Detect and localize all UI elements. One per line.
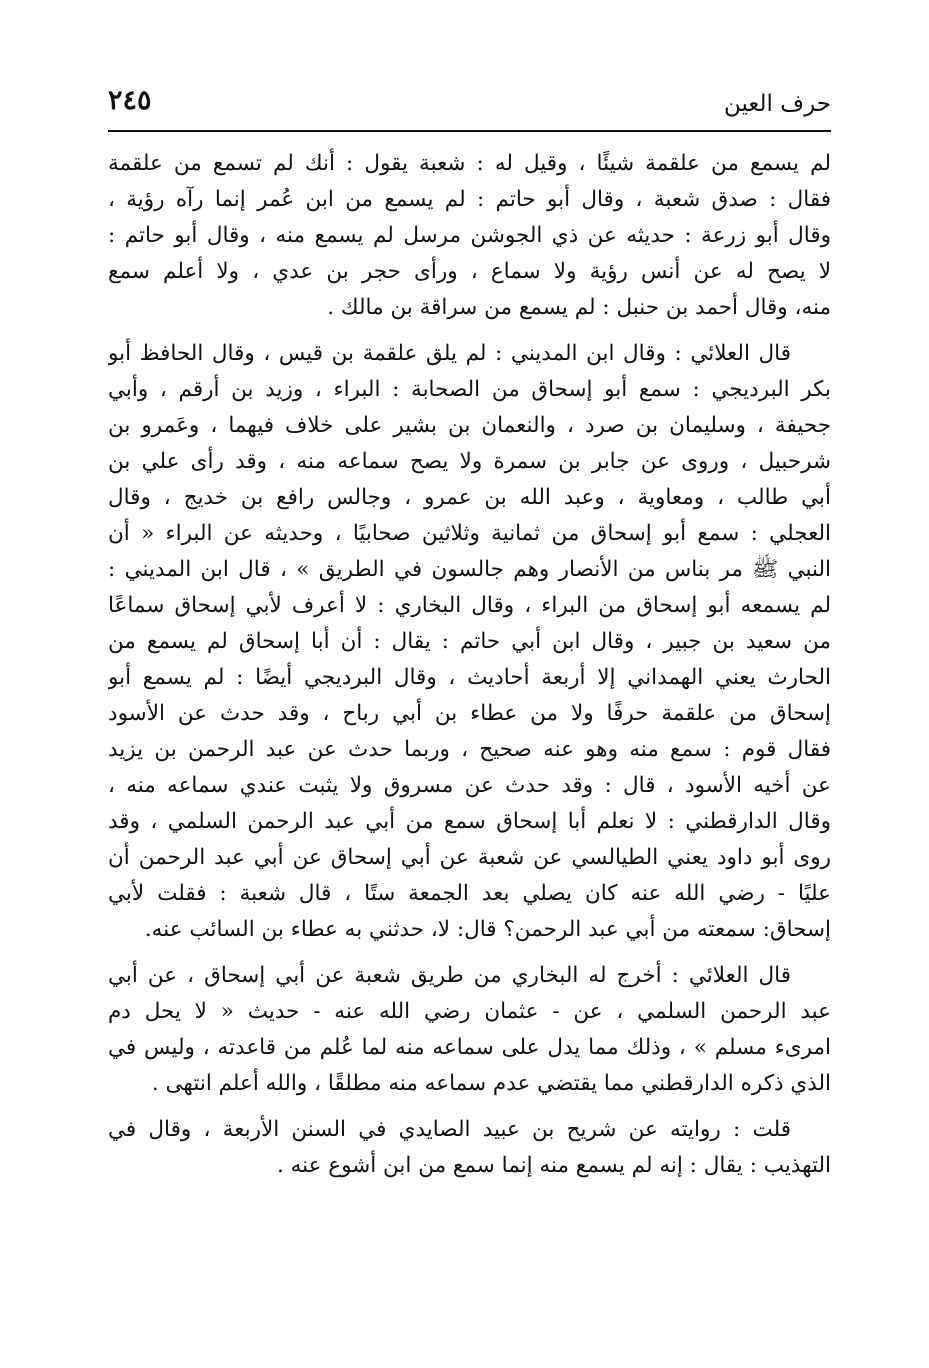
text-line: عن أخيه الأسود ، قال : وقد حدث عن مسروق ولا يثبت عندي سماعه منه ، bbox=[108, 773, 831, 798]
text-line: منه، وقال أحمد بن حنبل : لم يسمع من سراقة بن مالك . bbox=[327, 295, 831, 320]
running-head: حرف العين bbox=[723, 91, 831, 117]
paragraph-2 bbox=[108, 336, 831, 948]
text-line: عليًا - رضي الله عنه كان يصلي بعد الجمعة ستًا ، قال شعبة : فقلت لأبي bbox=[108, 881, 831, 906]
text-line: وقال الدارقطني : لا نعلم أبا إسحاق سمع من أبي عبد الرحمن السلمي ، وقد bbox=[108, 809, 831, 834]
text-line: قال العلائي : أخرج له البخاري من طريق شعبة عن أبي إسحاق ، عن أبي bbox=[108, 963, 791, 988]
text-line: وقال أبو زرعة : حديثه عن ذي الجوشن مرسل لم يسمع منه ، وقال أبو حاتم : bbox=[108, 223, 831, 248]
text-line: قلت : روايته عن شريح بن عبيد الصايدي في السنن الأربعة ، وقال في bbox=[108, 1117, 791, 1142]
text-line: بكر البرديجي : سمع أبو إسحاق من الصحابة : البراء ، وزيد بن أرقم ، وأبي bbox=[108, 377, 831, 402]
text-line: امرىء مسلم » ، وذلك مما يدل على سماعه منه لما عُلم من قاعدته ، وليس في bbox=[108, 1035, 831, 1060]
text-line: فقال قوم : سمع منه وهو عنه صحيح ، وربما حدث عن عبد الرحمن بن يزيد bbox=[108, 737, 831, 762]
text-line: من سعيد بن جبير ، وقال ابن أبي حاتم : يقال : أن أبا إسحاق لم يسمع من bbox=[108, 629, 831, 654]
text-line: قال العلائي : وقال ابن المديني : لم يلق علقمة بن قيس ، وقال الحافظ أبو bbox=[108, 341, 791, 366]
text-line: لا يصح له عن أنس رؤية ولا سماع ، ورأى حجر بن عدي ، ولا أعلم سمع bbox=[108, 259, 831, 284]
paragraph-4 bbox=[108, 1112, 831, 1184]
text-line: التهذيب : يقال : إنه لم يسمع منه إنما سمع من ابن أشوع عنه . bbox=[276, 1153, 831, 1178]
text-line: إسحاق: سمعته من أبي عبد الرحمن؟ قال: لا، حدثني به عطاء بن السائب عنه. bbox=[144, 917, 831, 942]
text-line: الذي ذكره الدارقطني مما يقتضي عدم سماعه منه مطلقًا ، والله أعلم انتهى . bbox=[151, 1071, 831, 1096]
paragraph-1 bbox=[108, 146, 831, 326]
text-line: إسحاق من علقمة حرفًا ولا من عطاء بن أبي رباح ، وقد حدث عن الأسود bbox=[108, 701, 831, 726]
text-line: الحارث يعني الهمداني إلا أربعة أحاديث ، وقال البرديجي أيضًا : لم يسمع أبو bbox=[108, 665, 831, 690]
text-line: لم يسمع من علقمة شيئًا ، وقيل له : شعبة يقول : أنك لم تسمع من علقمة bbox=[108, 151, 831, 176]
text-line: العجلي : سمع أبو إسحاق من ثمانية وثلاثين صحابيًا ، وحديثه عن البراء « أن bbox=[108, 521, 831, 546]
page-number: ٢٤٥ bbox=[108, 85, 152, 116]
text-line: جحيفة ، وسليمان بن صرد ، والنعمان بن بشير على خلاف فيهما ، وعَمرو بن bbox=[108, 413, 831, 438]
text-line: عبد الرحمن السلمي ، عن - عثمان رضي الله عنه - حديث « لا يحل دم bbox=[108, 999, 831, 1024]
text-line: فقال : صدق شعبة ، وقال أبو حاتم : لم يسمع من ابن عُمر إنما رآه رؤية ، bbox=[108, 187, 831, 212]
page-header bbox=[108, 78, 831, 138]
text-line: النبي ﷺ مر بناس من الأنصار وهم جالسون في الطريق » ، قال ابن المديني : bbox=[108, 557, 831, 582]
paragraph-3 bbox=[108, 958, 831, 1102]
text-line: شرحبيل ، وروى عن جابر بن سمرة ولا يصح سماعه منه ، وقد رأى علي بن bbox=[108, 449, 831, 474]
header-rule bbox=[108, 130, 831, 132]
text-line: أبي طالب ، ومعاوية ، وعبد الله بن عمرو ، وجالس رافع بن خديج ، وقال bbox=[108, 485, 831, 510]
body-text bbox=[108, 146, 831, 1194]
text-line: لم يسمعه أبو إسحاق من البراء ، وقال البخاري : لا أعرف لأبي إسحاق سماعًا bbox=[108, 593, 831, 618]
text-line: روى أبو داود يعني الطيالسي عن شعبة عن أبي إسحاق عن أبي عبد الرحمن أن bbox=[108, 845, 831, 870]
